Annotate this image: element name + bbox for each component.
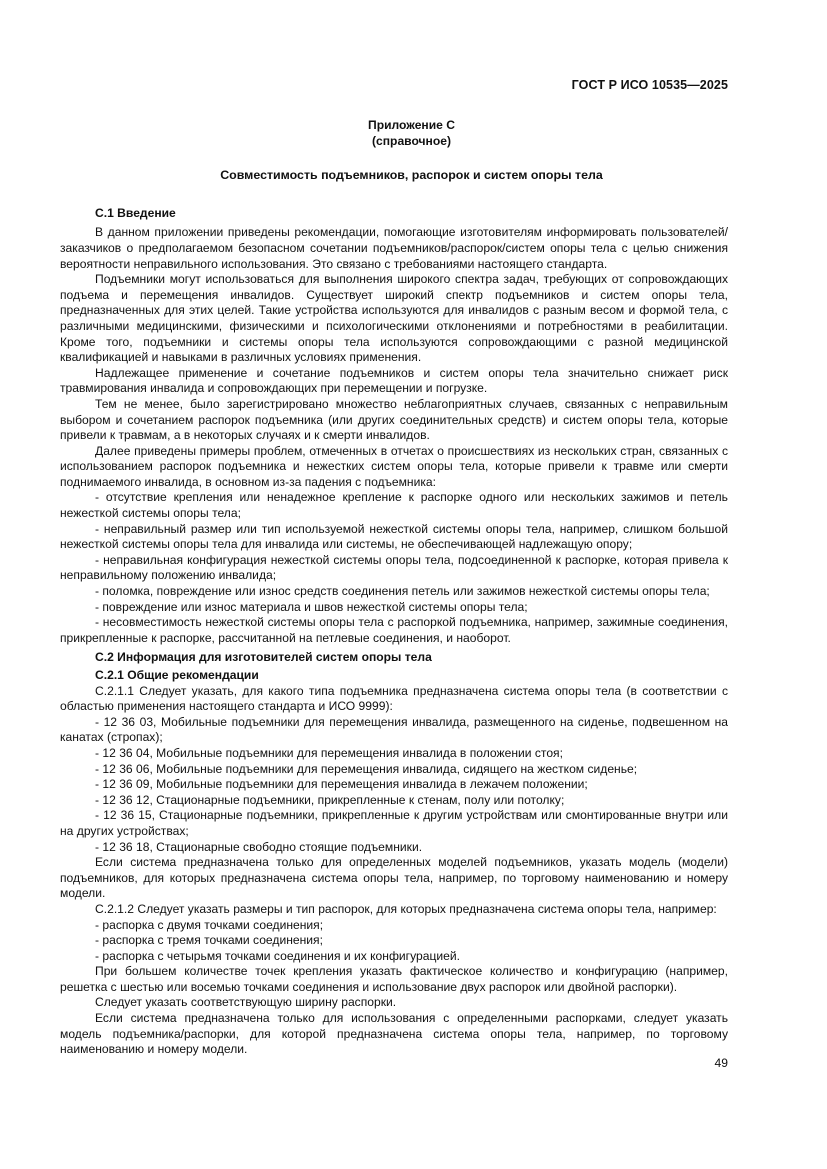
section-c2-body [60, 684, 728, 1058]
paragraph: В данном приложении приведены рекомендации, помогающие изготовителям информировать пользователей/заказчиков о предполагаемом безопасном сочетании подъемников/распорок/систем опоры тела с целью снижения вероятности неправильного использования. Это связано с требованиями настоящего стандарта. [60, 225, 728, 271]
list-item: - несовместимость нежесткой системы опоры тела с распоркой подъемника, например, зажимные соединения, прикрепленные к распорке, рассчитанной на петлевые соединения, и наоборот. [60, 615, 728, 645]
paragraph: Если система предназначена только для определенных моделей подъемников, указать модель (модели) подъемников, для которых предназначена система опоры тела, например, по торговому наименованию и номеру модели. [60, 855, 728, 901]
list-item: - распорка с четырьмя точками соединения и их конфигурацией. [95, 948, 460, 963]
list-item: - отсутствие крепления или ненадежное крепление к распорке одного или нескольких зажимов и петель нежесткой системы опоры тела; [60, 490, 728, 521]
list-item: - неправильная конфигурация нежесткой системы опоры тела, подсоединенной к распорке, которая привела к неправильному положению инвалида; [60, 552, 728, 583]
paragraph: Далее приведены примеры проблем, отмеченных в отчетах о происшествиях из нескольких стран, связанных с использованием распорок подъемника и нежестких систем опоры тела, которые привели к травме или смерти поднимаемого инвалида, в основном из-за падения с подъемника: [60, 443, 728, 489]
list-item: - 12 36 12, Стационарные подъемники, прикрепленные к стенам, полу или потолку; [95, 792, 565, 807]
paragraph: Если система предназначена только для использования с определенными распорками, следует указать модель подъемника/распорки, для которой предназначена система опоры тела, например, по торговому наименованию и номеру модели. [60, 1011, 728, 1057]
list-item: - 12 36 03, Мобильные подъемники для перемещения инвалида, размещенного на сиденье, подвешенном на канатах (стропах); [60, 714, 728, 745]
list-item: - неправильный размер или тип используемой нежесткой системы опоры тела, например, слишком большой нежесткой системы опоры тела для инвалида или системы, не обеспечивающей надлежащую опору; [60, 521, 728, 552]
document-body [60, 118, 728, 1058]
list-item: - 12 36 09, Мобильные подъемники для перемещения инвалида в лежачем положении; [95, 777, 588, 792]
appendix-title: Совместимость подъемников, распорок и систем опоры тела [220, 168, 603, 183]
paragraph: С.2.1.1 Следует указать, для какого типа подъемника предназначена система опоры тела (в соответствии с областью применения настоящего стандарта и ИСО 9999): [60, 683, 728, 714]
paragraph: Следует указать соответствующую ширину распорки. [95, 995, 397, 1010]
list-item: - 12 36 18, Стационарные свободно стоящие подъемники. [95, 839, 423, 854]
section-c2-1-heading: С.2.1 Общие рекомендации [95, 668, 259, 682]
list-item: - поломка, повреждение или износ средств соединения петель или зажимов нежесткой системы опоры тела; [95, 584, 710, 599]
paragraph: Тем не менее, было зарегистрировано множество неблагоприятных случаев, связанных с неправильным выбором и сочетанием распорок подъемника (или других соединительных средств) и систем опоры тела, которые привели к травмам, а в некоторых случаях и к смерти инвалидов. [60, 396, 728, 443]
section-c1-heading: С.1 Введение [95, 205, 176, 220]
list-item: - 12 36 04, Мобильные подъемники для перемещения инвалида в положении стоя; [95, 745, 563, 760]
paragraph: Надлежащее применение и сочетание подъемников и систем опоры тела значительно снижает риск травмирования инвалида и сопровождающих при перемещении и погрузке. [60, 365, 728, 396]
list-item: - 12 36 15, Стационарные подъемники, прикрепленные к другим устройствам или смонтированные внутри или на других устройствах; [60, 808, 728, 838]
list-item: - распорка с тремя точками соединения; [95, 933, 323, 948]
paragraph: Подъемники могут использоваться для выполнения широкого спектра задач, требующих от сопровождающих подъема и перемещения инвалидов. Существует широкий спектр подъемников и систем опоры тела, предназначенных для этих целей. Такие устройства используются для инвалидов с разным весом и формой тела, с различными медицинскими, физическими и психологическими отклонениями и потребностями в реабилитации. Кроме того, подъемники и системы опоры тела используются сопровождающими с разной медицинской квалификацией и навыками в различных условиях применения. [60, 272, 728, 365]
paragraph: При большем количестве точек крепления указать фактическое количество и конфигурацию (например, решетка с шестью или восемью точками соединения и использование двух распорок или двойной распорки). [60, 964, 728, 994]
list-item: - 12 36 06, Мобильные подъемники для перемещения инвалида, сидящего на жестком сиденье; [95, 761, 638, 776]
section-c1-body [60, 225, 728, 646]
paragraph: С.2.1.2 Следует указать размеры и тип распорок, для которых предназначена система опоры тела, например: [95, 901, 717, 916]
list-item: - повреждение или износ материала и швов нежесткой системы опоры тела; [95, 599, 528, 614]
page-number: 49 [714, 1056, 728, 1070]
appendix-label: Приложение С [368, 118, 455, 132]
list-item: - распорка с двумя точками соединения; [95, 917, 324, 932]
document-standard-number: ГОСТ Р ИСО 10535—2025 [571, 78, 728, 92]
appendix-type: (справочное) [372, 133, 451, 148]
section-c2-heading: С.2 Информация для изготовителей систем опоры тела [95, 650, 432, 665]
